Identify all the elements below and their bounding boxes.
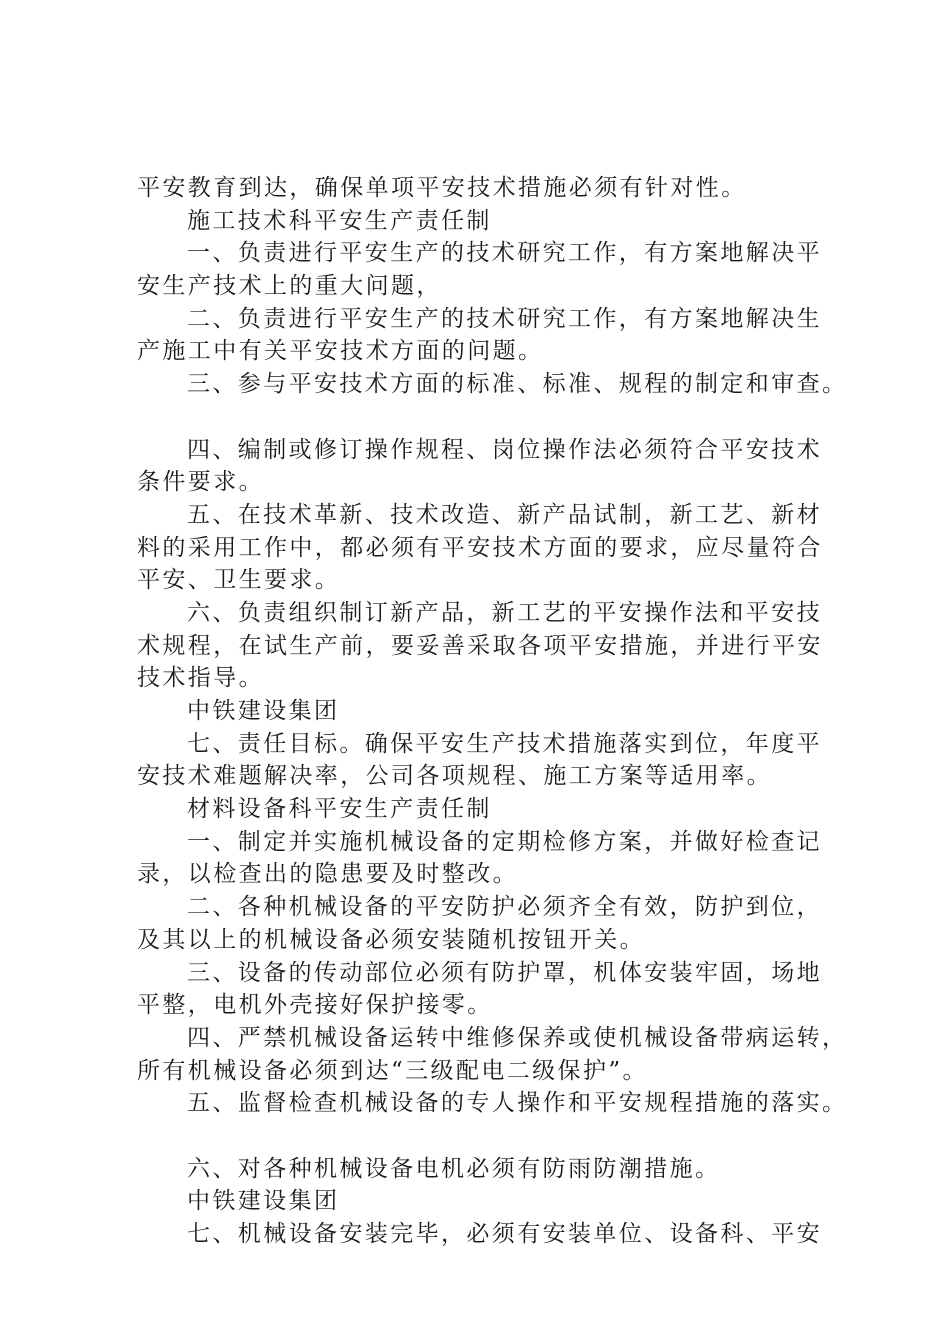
section-heading: 材料设备科平安生产责任制 [187, 796, 492, 823]
body-line: 七、机械设备安装完毕，必须有安装单位、设备科、平安 [187, 1221, 822, 1247]
body-line: 及其以上的机械设备必须安装随机按钮开关。 [137, 926, 645, 953]
body-line: 平安、卫生要求。 [137, 567, 341, 594]
company-name: 中铁建设集团 [187, 698, 340, 724]
body-line: 七、责任目标。确保平安生产技术措施落实到位，年度平 [187, 730, 822, 757]
body-line: 安生产技术上的重大问题， [137, 273, 442, 300]
body-line: 术规程，在试生产前，要妥善采取各项平安措施，并进行平安 [137, 632, 823, 659]
document-body [137, 172, 848, 1251]
body-line: 五、在技术革新、技术改造、新产品试制，新工艺、新材 [187, 501, 822, 528]
company-name: 中铁建设集团 [187, 1188, 340, 1215]
body-line: 六、对各种机械设备电机必须有防雨防潮措施。 [187, 1155, 721, 1182]
blank-line [137, 401, 837, 434]
body-line: 三、参与平安技术方面的标准、标准、规程的制定和审查。 [187, 371, 848, 398]
body-line: 四、严禁机械设备运转中维修保养或使机械设备带病运转， [187, 1024, 848, 1051]
body-line: 平安教育到达，确保单项平安技术措施必须有针对性。 [137, 175, 747, 201]
blank-line [137, 1120, 837, 1153]
body-line: 五、监督检查机械设备的专人操作和平安规程措施的落实。 [187, 1090, 848, 1117]
body-line: 二、负责进行平安生产的技术研究工作，有方案地解决生 [187, 305, 822, 332]
body-line: 技术指导。 [137, 665, 264, 692]
body-line: 一、负责进行平安生产的技术研究工作，有方案地解决平 [187, 240, 822, 267]
body-line: 条件要求。 [137, 469, 264, 496]
body-line: 一、制定并实施机械设备的定期检修方案，并做好检查记 [187, 828, 822, 855]
body-line: 平整，电机外壳接好保护接零。 [137, 992, 493, 1019]
body-line: 三、设备的传动部位必须有防护罩，机体安装牢固，场地 [187, 959, 822, 986]
body-line: 六、负责组织制订新产品，新工艺的平安操作法和平安技 [187, 599, 822, 626]
body-line: 四、编制或修订操作规程、岗位操作法必须符合平安技术 [187, 436, 822, 463]
body-line: 录，以检查出的隐患要及时整改。 [137, 861, 518, 888]
body-line: 二、各种机械设备的平安防护必须齐全有效，防护到位， [187, 894, 822, 921]
body-line: 产施工中有关平安技术方面的问题。 [137, 338, 544, 365]
body-line: 所有机械设备必须到达“三级配电二级保护”。 [137, 1057, 648, 1084]
section-heading: 施工技术科平安生产责任制 [187, 207, 492, 234]
body-line: 安技术难题解决率，公司各项规程、施工方案等适用率。 [137, 763, 772, 790]
body-line: 料的采用工作中，都必须有平安技术方面的要求，应尽量符合 [137, 534, 823, 561]
